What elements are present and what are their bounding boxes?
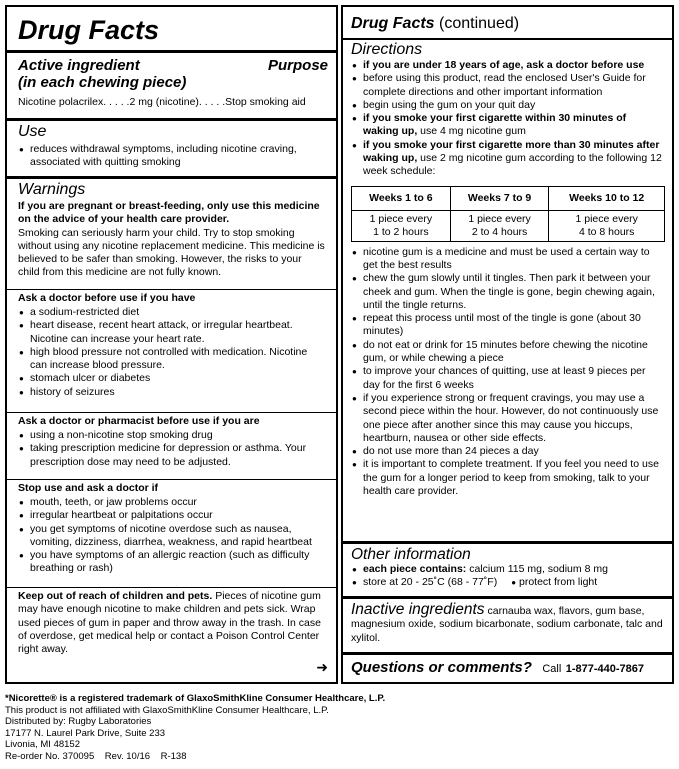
keep-out-heading: Keep out of reach of children and pets. [18, 590, 213, 602]
ask-doctor-item: ● stomach ulcer or diabetes [18, 372, 326, 385]
other-information-heading: Other information [351, 546, 471, 563]
purpose-heading: Purpose [267, 57, 328, 74]
drug-facts-right-panel [341, 5, 674, 684]
divider [7, 50, 336, 53]
active-ingredient-heading: Active ingredient Purpose [18, 57, 328, 74]
drug-facts-continued-title: Drug Facts (continued) [351, 15, 520, 32]
directions-item: ● if you smoke your first cigarette within 30 minutes of waking up, use 4 mg nicotine gum [351, 112, 664, 139]
directions-item: ● if you experience strong or frequent cravings, you may use a second piece within the hour. However, do not continuously use one piece after another since this may cause you hiccups, heartburn, nausea or other side effects. [351, 392, 664, 445]
schedule-header: Weeks 10 to 12 [549, 186, 665, 210]
other-information-section [351, 546, 664, 590]
footer-line: This product is not affiliated with GlaxoSmithKline Consumer Healthcare, L.P. [5, 704, 329, 716]
inactive-ingredients-heading: Inactive ingredients [351, 601, 485, 618]
divider [7, 118, 336, 121]
active-ingredient-line: Nicotine polacrilex. . . . .2 mg (nicotine). . . . .Stop smoking aid [18, 96, 306, 108]
directions-item: ● do not use more than 24 pieces a day [351, 445, 664, 458]
other-information-item: ● store at 20 - 25˚C (68 - 77˚F) ● protect from light [351, 576, 664, 589]
ask-doctor-item: ● a sodium-restricted diet [18, 306, 326, 319]
directions-item: ● chew the gum slowly until it tingles. Then park it between your cheek and gum. When the tingle is gone, begin chewing again, until the tingle returns. [351, 272, 664, 312]
questions-section [351, 659, 664, 677]
divider [7, 289, 336, 290]
schedule-cell: 1 piece every 1 to 2 hours [352, 210, 451, 241]
directions-heading: Directions [351, 41, 423, 58]
phone-number: 1-877-440-7867 [565, 663, 645, 675]
directions-item: ● nicotine gum is a medicine and must be used a certain way to get the best results [351, 246, 664, 273]
footer-line: Livonia, MI 48152 [5, 739, 80, 751]
divider [7, 587, 336, 588]
dosing-schedule-table [351, 186, 665, 242]
footer [5, 693, 385, 763]
active-ingredient-subheading: (in each chewing piece) [18, 74, 187, 91]
stop-use-section [18, 482, 326, 576]
stop-use-item: ● you get symptoms of nicotine overdose such as nausea, vomiting, dizziness, diarrhea, weakness, and rapid heartbeat [18, 523, 326, 550]
drug-facts-left-panel [5, 5, 338, 684]
pregnancy-warning-text: Smoking can seriously harm your child. Try to stop smoking without using any nicotine replacement medicine. This medicine is believed to be safer than smoking. However, the risks to your child from this medicine are not fully known. [18, 226, 325, 279]
stop-use-item: ● mouth, teeth, or jaw problems occur [18, 496, 326, 509]
ask-pharmacist-heading: Ask a doctor or pharmacist before use if you are [18, 415, 260, 427]
directions-item: ● to improve your chances of quitting, use at least 9 pieces per day for the first 6 weeks [351, 365, 664, 392]
divider [343, 652, 672, 655]
ask-pharmacist-item: ● using a non-nicotine stop smoking drug [18, 429, 326, 442]
ask-doctor-item: ● high blood pressure not controlled with medication. Nicotine can increase blood pressure. [18, 346, 326, 373]
keep-out-text: Pieces of nicotine gum may have enough nicotine to make children and pets sick. Wrap used pieces of gum in paper and throw away in the trash. In case of overdose, get medical help or contact a Poison Control Center right away. [18, 590, 321, 656]
directions-item: ● if you are under 18 years of age, ask a doctor before use [351, 59, 664, 72]
directions-section [351, 40, 664, 498]
footer-line: Re-order No. 370095 Rev. 10/16 R-138 [5, 750, 187, 762]
divider [7, 176, 336, 179]
ask-doctor-item: ● heart disease, recent heart attack, or irregular heartbeat. Nicotine can increase your heart rate. [18, 319, 326, 346]
stop-use-item: ● irregular heartbeat or palpitations occur [18, 509, 326, 522]
schedule-cell: 1 piece every 2 to 4 hours [450, 210, 549, 241]
use-section [18, 123, 326, 170]
warnings-section [18, 181, 326, 280]
ask-doctor-heading: Ask a doctor before use if you have [18, 292, 196, 304]
call-label: Call [542, 663, 562, 675]
ask-pharmacist-section [18, 415, 326, 469]
ask-doctor-item: ● history of seizures [18, 386, 326, 399]
directions-item: ● if you smoke your first cigarette more than 30 minutes after waking up, use 2 mg nicotine gum according to the following 12 week schedule: [351, 139, 664, 179]
continue-arrow-icon: ➜ [316, 659, 328, 675]
directions-item: ● before using this product, read the enclosed User's Guide for complete directions and other important information [351, 72, 664, 99]
drug-facts-title: Drug Facts [18, 15, 160, 45]
keep-out-of-reach-section [18, 590, 326, 656]
directions-item: ● repeat this process until most of the tingle is gone (about 30 minutes) [351, 312, 664, 339]
ask-doctor-section [18, 292, 326, 399]
stop-use-item: ● you have symptoms of an allergic reaction (such as difficulty breathing or rash) [18, 549, 326, 576]
use-item: ● reduces withdrawal symptoms, including nicotine craving, associated with quitting smoking [18, 143, 326, 170]
other-information-item: ● each piece contains: calcium 115 mg, sodium 8 mg [351, 563, 664, 576]
schedule-header: Weeks 1 to 6 [352, 186, 451, 210]
divider [7, 412, 336, 413]
ask-pharmacist-item: ● taking prescription medicine for depression or asthma. Your prescription dose may need to be adjusted. [18, 442, 326, 469]
schedule-header: Weeks 7 to 9 [450, 186, 549, 210]
inactive-ingredients-section [351, 602, 664, 645]
directions-item: ● begin using the gum on your quit day [351, 99, 664, 112]
directions-item: ● it is important to complete treatment. If you feel you need to use the gum for a longer period to keep from smoking, talk to your health care provider. [351, 458, 664, 498]
footer-line: Distributed by: Rugby Laboratories [5, 716, 152, 728]
active-ingredient-section [18, 57, 328, 109]
warnings-heading: Warnings [18, 181, 86, 198]
inactive-ingredients-text: carnauba wax, flavors, gum base, magnesium oxide, sodium bicarbonate, sodium carbonate, talc and xylitol. [351, 605, 663, 644]
divider [7, 479, 336, 480]
footer-line: 17177 N. Laurel Park Drive, Suite 233 [5, 727, 166, 739]
pregnancy-warning: If you are pregnant or breast-feeding, only use this medicine on the advice of your health care provider. [18, 200, 320, 226]
questions-heading: Questions or comments? [351, 659, 532, 676]
directions-item: ● do not eat or drink for 15 minutes before chewing the nicotine gum, or while chewing a piece [351, 339, 664, 366]
stop-use-heading: Stop use and ask a doctor if [18, 482, 159, 494]
trademark-notice: *Nicorette® is a registered trademark of GlaxoSmithKline Consumer Healthcare, L.P. [5, 693, 386, 704]
schedule-cell: 1 piece every 4 to 8 hours [549, 210, 665, 241]
divider [343, 596, 672, 599]
divider [343, 541, 672, 544]
use-heading: Use [18, 123, 47, 140]
